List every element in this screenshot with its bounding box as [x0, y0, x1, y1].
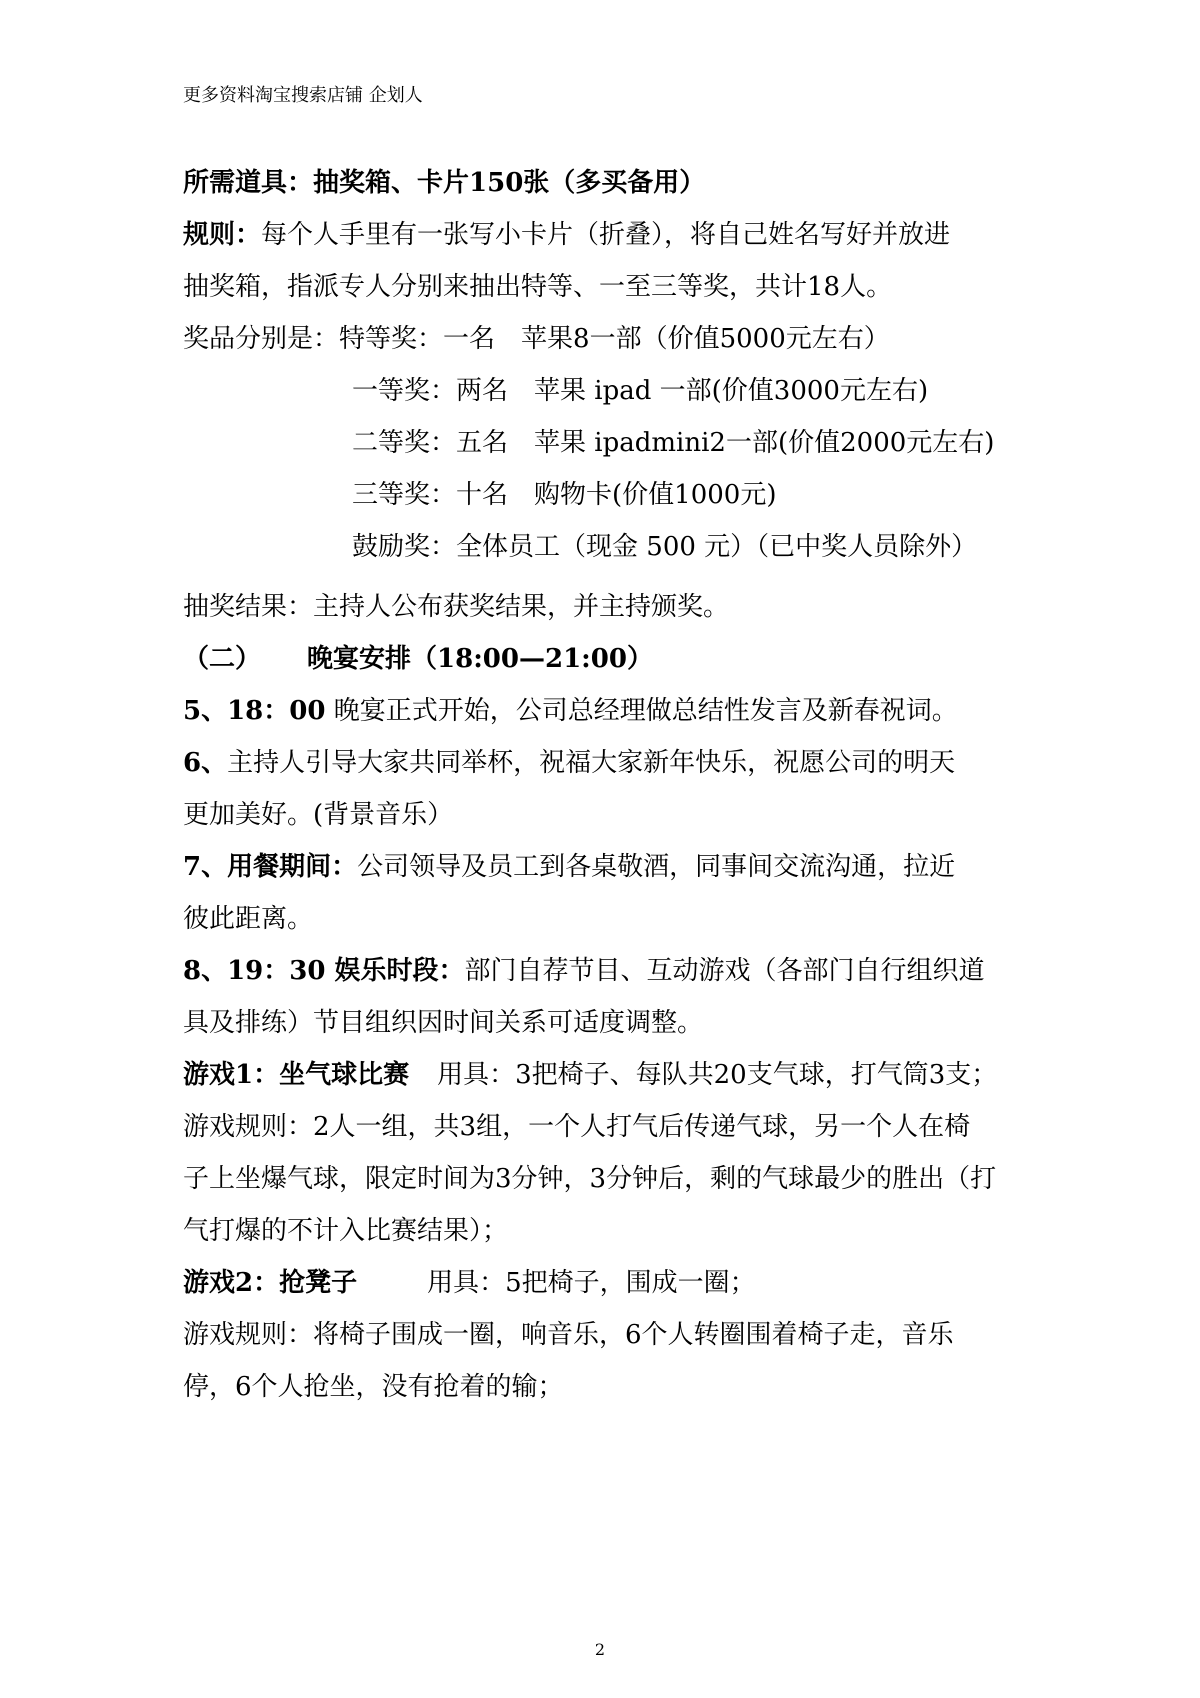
prize-level: 一等奖：	[352, 376, 457, 406]
game-1-title-line	[183, 1058, 997, 1092]
prize-level: 鼓励奖：	[352, 532, 457, 562]
prize-item: 苹果 ipad 一部(价值3000元左右)	[534, 376, 929, 406]
item-8-line-2: 具及排练）节目组织因时间关系可适度调整。	[183, 1008, 704, 1038]
section-title: 晚宴安排（18:00—21:00）	[307, 644, 653, 674]
prize-count: 五名	[456, 428, 509, 458]
draw-result-line: 抽奖结果：主持人公布获奖结果，并主持颁奖。	[183, 592, 730, 622]
item-8-text-1: 部门自荐节目、互动游戏（各部门自行组织道	[464, 956, 985, 986]
game-2-tools: 用具：5把椅子，围成一圈；	[427, 1268, 756, 1298]
prize-line-first	[352, 374, 928, 408]
game-1-title: 游戏1：坐气球比赛	[183, 1060, 410, 1090]
section-number: （二）	[183, 644, 262, 674]
page-number: 2	[594, 1640, 606, 1659]
prize-count: 十名	[456, 480, 509, 510]
item-5-text: 晚宴正式开始，公司总经理做总结性发言及新春祝词。	[325, 696, 958, 726]
game-1-tools: 用具：3把椅子、每队共20支气球，打气筒3支；	[437, 1060, 998, 1090]
props-text: 抽奖箱、卡片150张（多买备用）	[313, 168, 706, 198]
rules-text-1: 每个人手里有一张写小卡片（折叠），将自己姓名写好并放进	[261, 220, 951, 250]
game-1-rules-line-2: 子上坐爆气球，限定时间为3分钟，3分钟后，剩的气球最少的胜出（打	[183, 1164, 997, 1194]
prize-level: 特等奖：	[339, 324, 444, 354]
game-2-rules-line-1: 游戏规则：将椅子围成一圈，响音乐，6个人转圈围着椅子走，音乐	[183, 1320, 954, 1350]
item-8-line-1	[183, 954, 985, 988]
props-line	[183, 166, 705, 200]
prize-item: 全体员工（现金 500 元）（已中奖人员除外）	[456, 532, 978, 562]
prize-line-encourage	[352, 530, 977, 564]
prizes-intro: 奖品分别是：	[183, 324, 340, 354]
prize-line-special	[183, 322, 890, 356]
section-heading	[183, 642, 653, 676]
item-6-line-2: 更加美好。(背景音乐）	[183, 800, 454, 830]
item-7-text-1: 公司领导及员工到各桌敬酒，同事间交流沟通，拉近	[357, 852, 956, 882]
rules-line-1	[183, 218, 950, 252]
item-7-line-1	[183, 850, 955, 884]
prize-level: 三等奖：	[352, 480, 457, 510]
game-1-rules-line-1: 游戏规则：2人一组，共3组，一个人打气后传递气球，另一个人在椅	[183, 1112, 971, 1142]
game-1-rules-line-3: 气打爆的不计入比赛结果）；	[183, 1216, 509, 1246]
prize-item: 苹果 ipadmini2一部(价值2000元左右)	[534, 428, 995, 458]
item-7-prefix: 7、用餐期间：	[183, 852, 358, 882]
prize-item: 苹果8一部（价值5000元左右）	[521, 324, 890, 354]
item-6-line-1	[183, 746, 955, 780]
item-8-prefix: 8、19：30 娱乐时段：	[183, 956, 465, 986]
item-5-line	[183, 694, 958, 728]
game-2-title-line	[183, 1266, 756, 1300]
prize-count: 两名	[456, 376, 509, 406]
game-2-rules-line-2: 停，6个人抢坐，没有抢着的输；	[183, 1372, 564, 1402]
item-5-prefix: 5、18：00	[183, 696, 326, 726]
item-6-prefix: 6、	[183, 748, 228, 778]
prize-item: 购物卡(价值1000元)	[534, 480, 777, 510]
item-7-line-2: 彼此距离。	[183, 904, 314, 934]
prize-level: 二等奖：	[352, 428, 457, 458]
rules-line-2: 抽奖箱，指派专人分别来抽出特等、一至三等奖，共计18人。	[183, 272, 893, 302]
props-label: 所需道具：	[183, 168, 314, 198]
item-6-text-1: 主持人引导大家共同举杯，祝福大家新年快乐，祝愿公司的明天	[227, 748, 956, 778]
prize-line-second	[352, 426, 994, 460]
rules-label: 规则：	[183, 220, 262, 250]
page-header: 更多资料淘宝搜索店铺 企划人	[183, 85, 423, 106]
game-2-title: 游戏2：抢凳子	[183, 1268, 358, 1298]
prize-count: 一名	[443, 324, 496, 354]
prize-line-third	[352, 478, 777, 512]
